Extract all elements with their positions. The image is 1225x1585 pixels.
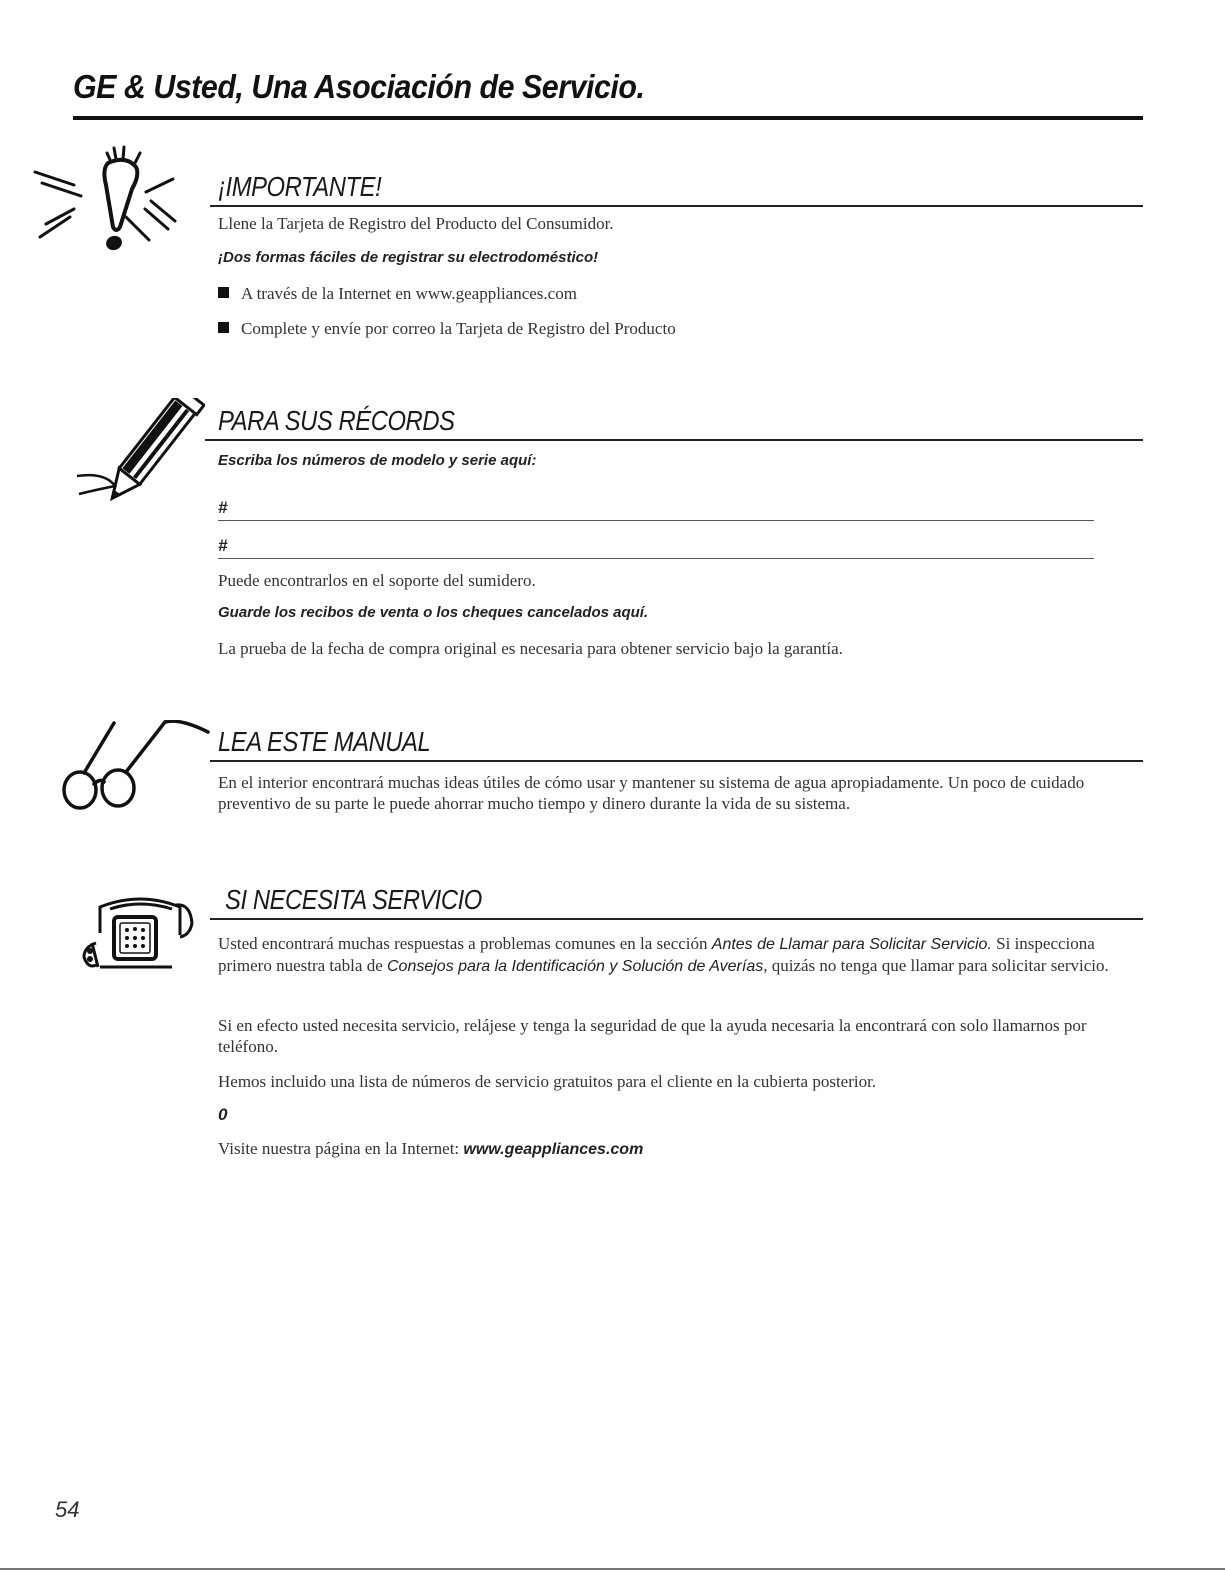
service-heading: SI NECESITA SERVICIO [225,884,482,915]
service-text: Si inspecciona primero nuestra tabla de [218,934,1095,975]
model-number-line[interactable] [218,520,1094,521]
troubleshooting-section-ref: Antes de Llamar para Solicitar Servicio. [711,936,992,953]
title-rule [73,116,1143,120]
manual-rule [210,760,1143,762]
service-text: Usted encontrará muchas respuestas a problemas comunes en la sección [218,934,712,953]
service-rule [210,918,1143,920]
telephone-icon [80,893,205,973]
manual-text: En el interior encontrará muchas ideas útiles de cómo usar y mantener su sistema de agua apropiadamente. Un poco de cuidado preventivo de su parte le puede ahorrar mucho tiempo y dinero durante la vida de su sistema. [218,773,1085,813]
manual-heading: LEA ESTE MANUAL [218,726,431,757]
bullet-square [218,322,229,333]
service-paragraph-1 [218,933,1138,977]
important-text: Llene la Tarjeta de Registro del Producto del Consumidor. [218,214,614,233]
records-text: Puede encontrarlos en el soporte del sumidero. [218,571,536,590]
service-paragraph-4: 0 [218,1105,228,1124]
important-heading: ¡IMPORTANTE! [218,171,382,202]
website-link[interactable]: www.geappliances.com [463,1141,644,1158]
pencil-icon [75,398,205,523]
records-rule [205,439,1143,441]
bullet-item [218,284,577,304]
records-heading: PARA SUS RÉCORDS [218,405,455,436]
important-rule [210,205,1143,207]
bullet-text: A través de la Internet en www.geappliances.com [241,284,577,303]
page-title: GE & Usted, Una Asociación de Servicio. [73,68,645,105]
bullet-text: Complete y envíe por correo la Tarjeta de Registro del Producto [241,319,676,338]
service-paragraph-3: Hemos incluido una lista de números de servicio gratuitos para el cliente en la cubierta posterior. [218,1072,877,1091]
serial-number-label: # [218,536,228,555]
records-emphasis: Escriba los números de modelo y serie aquí: [218,452,537,469]
troubleshooting-tips-ref: Consejos para la Identificación y Solución de Averías [387,958,764,975]
records-emphasis-2: Guarde los recibos de venta o los cheques cancelados aquí. [218,604,649,621]
model-number-label: # [218,498,228,517]
bullet-item [218,319,676,339]
exclamation-icon [28,145,203,260]
service-paragraph-2: Si en efecto usted necesita servicio, relájese y tenga la seguridad de que la ayuda necesaria la encontrará con solo llamarnos por teléfono. [218,1016,1087,1056]
service-text: Visite nuestra página en la Internet: [218,1139,464,1158]
bullet-square [218,287,229,298]
service-text: , quizás no tenga que llamar para solicitar servicio. [763,956,1109,975]
service-paragraph-5 [218,1139,643,1159]
important-emphasis: ¡Dos formas fáciles de registrar su electrodoméstico! [218,249,599,266]
serial-number-line[interactable] [218,558,1094,559]
eyeglasses-icon [60,720,215,820]
bottom-rule [0,1568,1225,1570]
page-number: 54 [55,1497,80,1522]
records-text-2: La prueba de la fecha de compra original es necesaria para obtener servicio bajo la garantía. [218,639,843,658]
